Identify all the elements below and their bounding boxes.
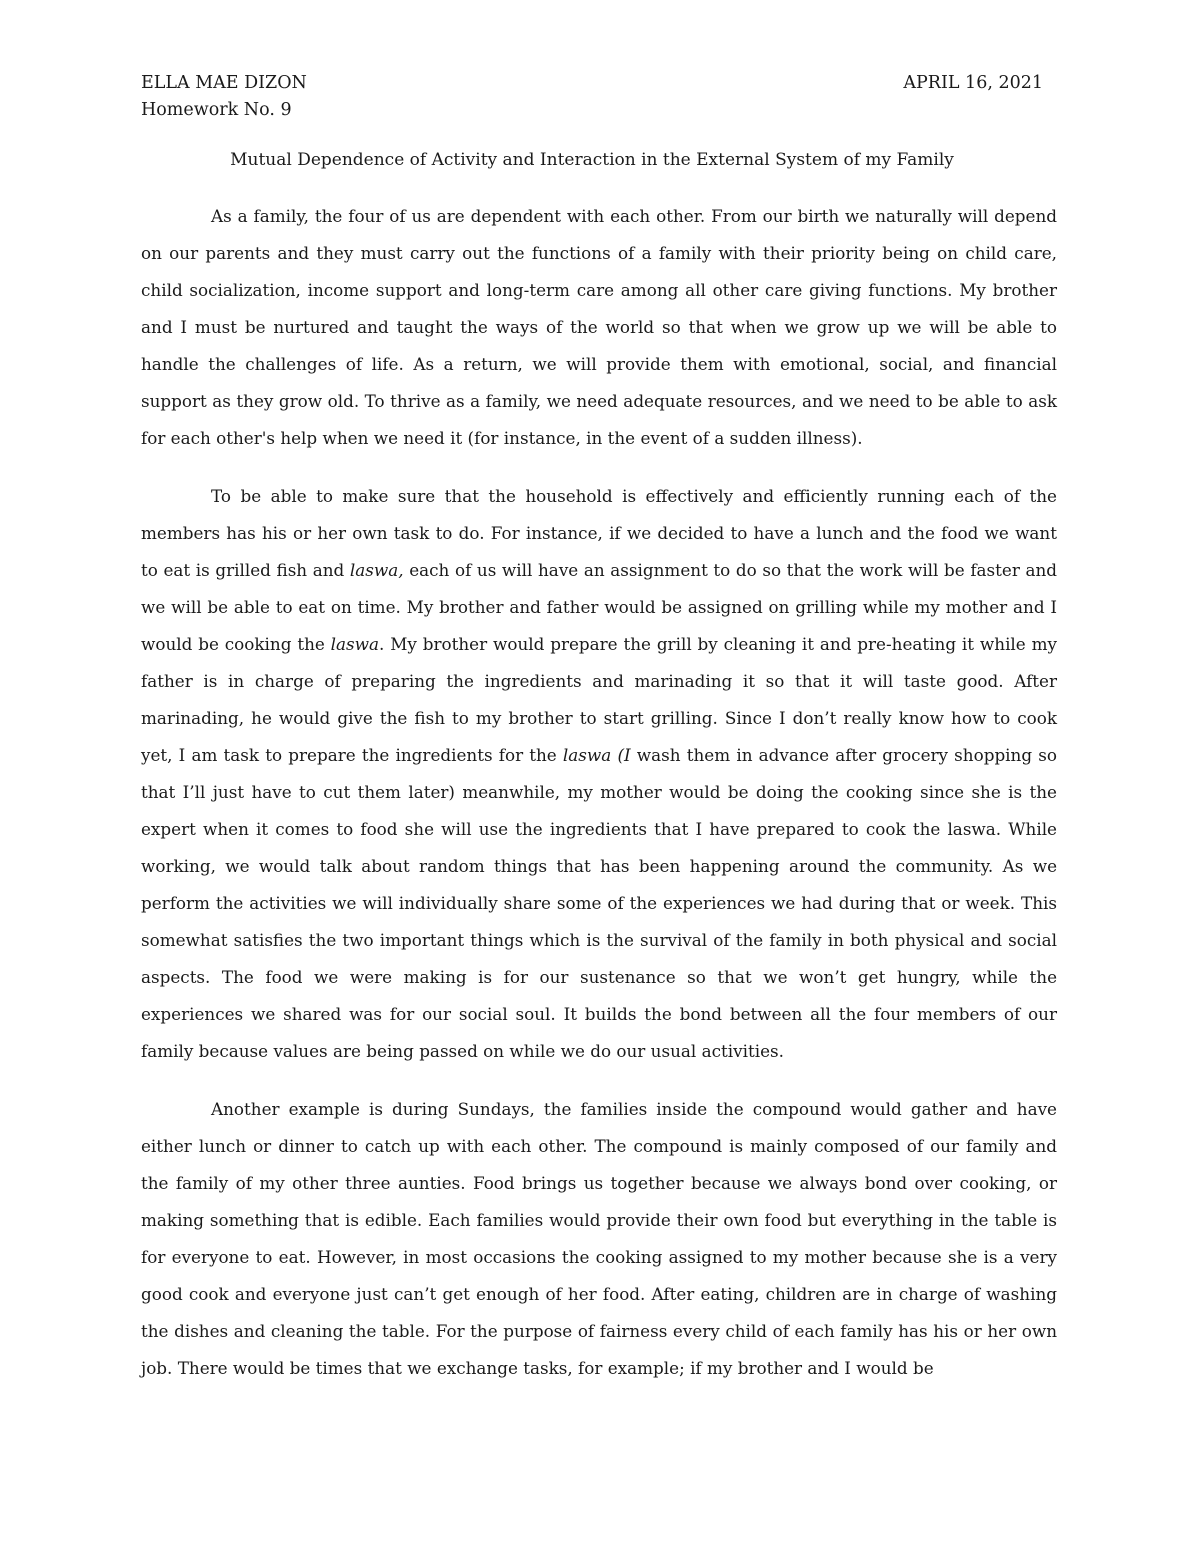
document-body: [141, 198, 1057, 1387]
author-name: ELLA MAE DIZON: [141, 73, 307, 93]
paragraph-2-text: each of us will have an assignment to do so that the work will be faster and we will be able to eat on time. My brother and father would be assigned on grilling while my mother and I would be cooking the: [141, 560, 1058, 654]
italic-term: laswa: [330, 634, 380, 654]
assignment-label: Homework No. 9: [141, 100, 292, 120]
paragraph-2-text: wash them in advance after grocery shopping so that I’ll just have to cut them later) meanwhile, my mother would be doing the cooking since she is the expert when it comes to food she will use the ingredients that I have prepared to cook the laswa. While working, we would talk about random things that has been happening around the community. As we perform the activities we will individually share some of the experiences we had during that or week. This somewhat satisfies the two important things which is the survival of the family in both physical and social aspects. The food we were making is for our sustenance so that we won’t get hungry, while the experiences we shared was for our social soul. It builds the bond between all the four members of our family because values are being passed on while we do our usual activities.: [141, 745, 1057, 1061]
paragraph-3: Another example is during Sundays, the families inside the compound would gather and have either lunch or dinner to catch up with each other. The compound is mainly composed of our family and the family of my other three aunties. Food brings us together because we always bond over cooking, or making something that is edible. Each families would provide their own food but everything in the table is for everyone to eat. However, in most occasions the cooking assigned to my mother because she is a very good cook and everyone just can’t get enough of her food. After eating, children are in charge of washing the dishes and cleaning the table. For the purpose of fairness every child of each family has his or her own job. There would be times that we exchange tasks, for example; if my brother and I would be: [141, 1099, 1057, 1378]
paragraph-1: As a family, the four of us are dependent with each other. From our birth we naturally will depend on our parents and they must carry out the functions of a family with their priority being on child care, child socialization, income support and long-term care among all other care giving functions. My brother and I must be nurtured and taught the ways of the world so that when we grow up we will be able to handle the challenges of life. As a return, we will provide them with emotional, social, and financial support as they grow old. To thrive as a family, we need adequate resources, and we need to be able to ask for each other's help when we need it (for instance, in the event of a sudden illness).: [141, 206, 1057, 448]
paragraph-2-text: . My brother would prepare the grill by cleaning it and pre-heating it while my father is in charge of preparing the ingredients and marinading it so that it will taste good. After marinading, he would give the fish to my brother to start grilling. Since I don’t really know how to cook yet, I am task to prepare the ingredients for the: [141, 634, 1057, 765]
italic-term: laswa,: [349, 560, 404, 580]
document-title: Mutual Dependence of Activity and Interaction in the External System of my Family: [230, 150, 954, 170]
italic-term: laswa (I: [562, 745, 631, 765]
paragraph-2-text: To be able to make sure that the household is effectively and efficiently running each of the members has his or her own task to do. For instance, if we decided to have a lunch and the food we want to eat is grilled fish and: [141, 486, 1057, 580]
document-date: APRIL 16, 2021: [903, 73, 1043, 93]
paragraph-2: [141, 478, 1057, 1070]
document-header: [141, 70, 1043, 124]
header-row: [141, 70, 1043, 97]
